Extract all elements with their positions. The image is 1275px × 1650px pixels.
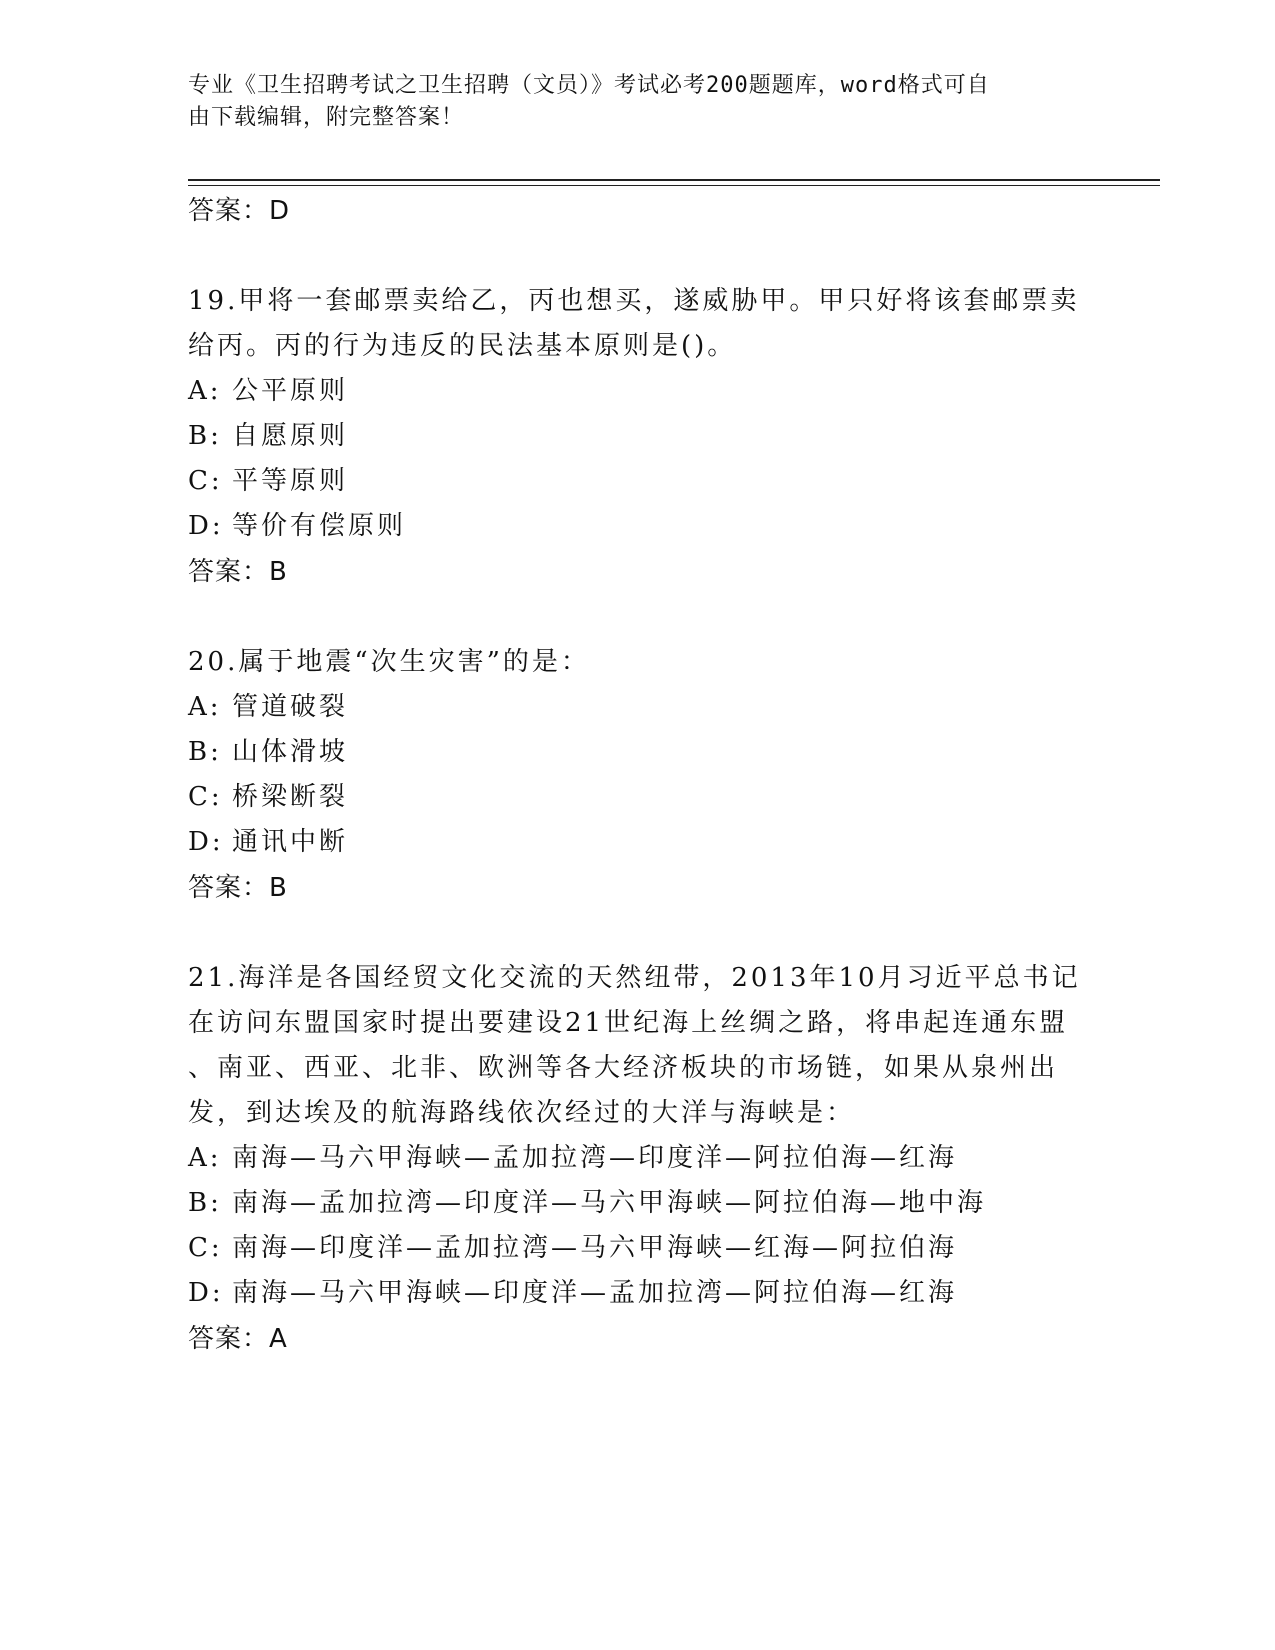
question-text-line: 给丙。丙的行为违反的民法基本原则是()。 [188, 331, 737, 361]
option-c [188, 1226, 1088, 1271]
previous-answer: 答案：D [188, 196, 291, 226]
document-body [188, 188, 1088, 1362]
option-c [188, 775, 1088, 820]
option-key: A: [188, 376, 222, 406]
option-d [188, 1271, 1088, 1316]
answer-19: 答案：B [188, 557, 288, 587]
option-key: A: [188, 1143, 222, 1173]
option-key: C: [188, 466, 223, 496]
answer-20: 答案：B [188, 873, 288, 903]
option-key: A: [188, 692, 222, 722]
option-a [188, 369, 1088, 414]
option-key: C: [188, 1233, 223, 1263]
question-text-line: 19.甲将一套邮票卖给乙，丙也想买，遂威胁甲。甲只好将该套邮票卖 [188, 286, 1080, 316]
option-text: 通讯中断 [232, 827, 349, 857]
question-19 [188, 279, 1088, 595]
option-d [188, 504, 1088, 549]
header-rule-thick [188, 179, 1160, 181]
option-key: D: [188, 511, 224, 541]
question-21 [188, 956, 1088, 1362]
option-text: 平等原则 [232, 466, 349, 496]
question-text [188, 956, 1088, 1136]
option-key: B: [188, 737, 222, 767]
question-text-line: 在访问东盟国家时提出要建设21世纪海上丝绸之路，将串起连通东盟 [188, 1008, 1069, 1038]
option-key: C: [188, 782, 223, 812]
header-line-2: 由下载编辑，附完整答案！ [188, 105, 465, 130]
option-text: 南海—马六甲海峡—印度洋—孟加拉湾—阿拉伯海—红海 [232, 1278, 958, 1308]
option-d [188, 820, 1088, 865]
question-text-line: 20.属于地震“次生灾害”的是： [188, 647, 590, 677]
option-text: 公平原则 [232, 376, 349, 406]
option-key: B: [188, 421, 222, 451]
document-header [188, 70, 1088, 134]
option-b [188, 730, 1088, 775]
option-a [188, 685, 1088, 730]
question-text [188, 279, 1088, 369]
option-key: B: [188, 1188, 222, 1218]
answer-21: 答案：A [188, 1324, 288, 1354]
option-text: 等价有偿原则 [232, 511, 407, 541]
question-20 [188, 640, 1088, 911]
option-b [188, 1181, 1088, 1226]
question-text [188, 640, 1088, 685]
option-text: 山体滑坡 [232, 737, 349, 767]
option-text: 南海—印度洋—孟加拉湾—马六甲海峡—红海—阿拉伯海 [232, 1233, 958, 1263]
header-rule-thin [188, 185, 1160, 186]
option-text: 南海—马六甲海峡—孟加拉湾—印度洋—阿拉伯海—红海 [232, 1143, 958, 1173]
option-text: 自愿原则 [232, 421, 349, 451]
option-c [188, 459, 1088, 504]
option-text: 桥梁断裂 [232, 782, 349, 812]
question-text-line: 发，到达埃及的航海路线依次经过的大洋与海峡是： [188, 1098, 856, 1128]
option-a [188, 1136, 1088, 1181]
option-text: 南海—孟加拉湾—印度洋—马六甲海峡—阿拉伯海—地中海 [232, 1188, 987, 1218]
option-text: 管道破裂 [232, 692, 349, 722]
option-key: D: [188, 1278, 224, 1308]
header-line-1: 专业《卫生招聘考试之卫生招聘（文员）》考试必考200题题库，word格式可自 [188, 73, 990, 98]
option-b [188, 414, 1088, 459]
question-text-line: 、南亚、西亚、北非、欧洲等各大经济板块的市场链，如果从泉州出 [188, 1053, 1059, 1083]
question-text-line: 21.海洋是各国经贸文化交流的天然纽带，2013年10月习近平总书记 [188, 963, 1081, 993]
option-key: D: [188, 827, 224, 857]
